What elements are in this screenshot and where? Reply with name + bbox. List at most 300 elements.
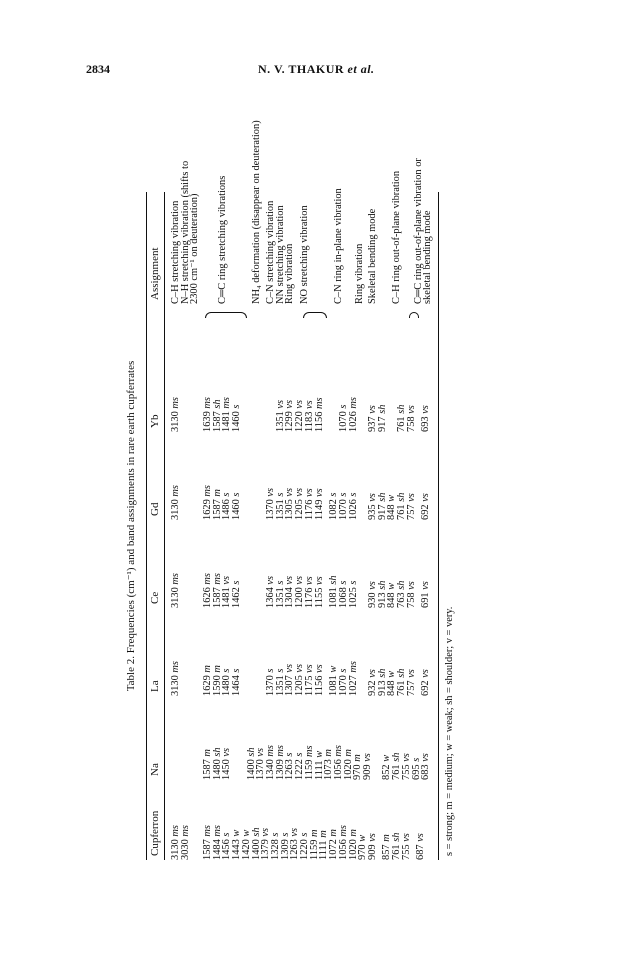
cell-intensity: m [318, 830, 330, 841]
cell-frequency: 1587 [211, 587, 223, 608]
cell-frequency: 687 [415, 844, 427, 860]
table-cell [401, 833, 412, 860]
group-brace [303, 312, 327, 318]
cell-intensity: vs [294, 399, 306, 412]
assignment-text: N–H stretching vibration (shifts to [179, 160, 191, 304]
table-top-rule [146, 192, 147, 860]
cell-intensity: s [284, 752, 296, 760]
assignment-text: Skeletal bending mode [366, 208, 378, 304]
column-header-na: Na [149, 763, 161, 776]
cell-frequency: 1263 [284, 759, 296, 780]
cell-frequency: 3130 [170, 411, 181, 432]
cell-intensity: m [347, 829, 359, 840]
cell-intensity: ms [274, 745, 286, 760]
cell-frequency: 1307 [284, 675, 296, 696]
cell-frequency: 3130 [170, 499, 181, 520]
cell-frequency: 1464 [231, 675, 243, 696]
cell-frequency: 1020 [342, 759, 354, 780]
cell-frequency: 1263 [289, 839, 301, 860]
cell-intensity: s [269, 832, 281, 840]
group-brace [205, 312, 247, 318]
cell-frequency: 763 [396, 592, 407, 608]
cell-intensity: vs [265, 487, 277, 500]
cell-frequency: 1183 [303, 411, 315, 432]
cell-intensity: vs [221, 575, 233, 588]
cell-intensity: ms [202, 573, 213, 588]
cell-frequency: 1149 [313, 499, 325, 520]
table-cell [170, 661, 181, 696]
cell-frequency: 1481 [221, 587, 233, 608]
cell-frequency: 761 [391, 764, 403, 780]
cell-intensity: ms [265, 745, 277, 760]
cell-intensity: sh [211, 747, 223, 760]
cell-intensity: s [347, 492, 359, 500]
cell-frequency: 1070 [337, 411, 349, 432]
cell-intensity: ms [221, 397, 233, 412]
cell-frequency: 1159 [303, 759, 315, 780]
cell-frequency: 1304 [284, 587, 296, 608]
cell-intensity: ms [170, 661, 181, 676]
cell-intensity: sh [245, 747, 257, 760]
cell-intensity: s [221, 668, 233, 676]
table-cell [170, 397, 181, 432]
cell-frequency: 1309 [279, 839, 291, 860]
cell-intensity: s [221, 492, 233, 500]
cell-intensity: m [202, 749, 213, 760]
cell-frequency: 1081 [328, 587, 340, 608]
table-cell [231, 581, 242, 608]
cell-frequency: 1159 [308, 839, 320, 860]
cell-intensity: w [328, 665, 340, 676]
cell-frequency: 1590 [211, 675, 223, 696]
table-cell [348, 581, 359, 608]
cell-frequency: 1027 [347, 675, 359, 696]
cell-frequency: 692 [420, 504, 432, 520]
cell-intensity: ms [170, 397, 181, 412]
cell-intensity: vs [405, 405, 417, 417]
cell-intensity: s [337, 404, 349, 412]
cell-intensity: s [337, 580, 349, 588]
cell-frequency: 1309 [274, 759, 286, 780]
cell-intensity: vs [274, 399, 286, 412]
cell-frequency: 930 [366, 592, 378, 608]
cell-intensity: s [337, 668, 349, 676]
cell-frequency: 1200 [294, 587, 306, 608]
cell-intensity: w [386, 670, 398, 681]
cell-frequency: 1205 [294, 499, 306, 520]
cell-intensity: ms [179, 825, 191, 840]
cell-frequency: 1351 [274, 499, 286, 520]
cell-intensity: vs [362, 753, 374, 765]
cell-intensity: vs [294, 487, 306, 500]
cell-frequency: 692 [420, 680, 432, 696]
cell-frequency: 848 [386, 592, 398, 608]
cell-frequency: 695 [410, 764, 422, 780]
cell-frequency: 848 [386, 680, 398, 696]
column-header-ce: Ce [149, 591, 161, 604]
cell-intensity: sh [396, 580, 407, 593]
cell-intensity: vs [405, 493, 417, 505]
cell-frequency: 1460 [231, 411, 243, 432]
cell-frequency: 761 [391, 844, 403, 860]
cell-intensity: sh [376, 580, 388, 593]
cell-frequency: 1460 [231, 499, 243, 520]
table-cell [406, 493, 417, 520]
cell-intensity: vs [400, 753, 412, 765]
table-cell [406, 405, 417, 432]
cell-frequency: 1400 [245, 759, 257, 780]
cell-intensity: ms [337, 825, 349, 840]
cell-intensity: sh [396, 492, 407, 505]
cell-frequency: 1056 [332, 759, 344, 780]
rotated-table [125, 120, 466, 860]
cell-frequency: 1639 [202, 411, 213, 432]
cell-intensity: m [328, 829, 340, 840]
cell-intensity: s [265, 668, 277, 676]
cell-intensity: s [337, 492, 349, 500]
cell-frequency: 857 [381, 844, 393, 860]
cell-intensity: vs [313, 488, 325, 500]
cell-intensity: s [221, 832, 233, 840]
cell-frequency: 1629 [202, 675, 213, 696]
cell-intensity: vs [366, 669, 378, 681]
cell-frequency: 1379 [260, 839, 272, 860]
assignment-text: NO stretching vibration [299, 205, 310, 304]
cell-intensity: vs [366, 833, 378, 845]
cell-intensity: vs [303, 664, 315, 676]
cell-intensity: vs [221, 747, 233, 760]
cell-intensity: vs [284, 399, 296, 412]
table-cell [420, 493, 431, 520]
cell-frequency: 3130 [170, 587, 181, 608]
table-cell [420, 669, 431, 696]
column-header-cupferron: Cupferron [149, 810, 161, 856]
cell-intensity: ms [170, 573, 181, 588]
cell-intensity: vs [420, 669, 432, 681]
cell-frequency: 1056 [337, 839, 349, 860]
cell-intensity: vs [284, 487, 296, 500]
table-cell [348, 397, 359, 432]
cell-intensity: sh [376, 668, 388, 681]
cell-intensity: vs [284, 575, 296, 588]
cell-frequency: 1176 [303, 499, 315, 520]
cell-intensity: m [381, 834, 393, 845]
column-header-assignment: Assignment [149, 247, 161, 300]
cell-intensity: s [231, 580, 243, 588]
cell-intensity: s [231, 492, 243, 500]
cell-frequency: 1484 [211, 839, 223, 860]
cell-intensity: s [279, 832, 291, 840]
cell-frequency: 909 [362, 764, 374, 780]
table-cell [406, 581, 417, 608]
assignment-text: C–H ring out-of-plane vibration [391, 170, 403, 304]
cell-intensity: vs [313, 576, 325, 588]
cell-intensity: w [386, 494, 398, 505]
cell-frequency: 1026 [347, 411, 359, 432]
cell-frequency: 755 [400, 764, 412, 780]
cell-frequency: 1462 [231, 587, 243, 608]
cell-intensity: w [313, 750, 325, 761]
column-header-gd: Gd [149, 502, 161, 516]
cell-frequency: 1175 [303, 675, 315, 696]
table-cell [231, 493, 242, 520]
running-head-author: N. V. THAKUR [258, 62, 345, 76]
cell-frequency: 1305 [284, 499, 296, 520]
cell-frequency: 1420 [240, 839, 252, 860]
cell-intensity: vs [420, 493, 432, 505]
cell-intensity: vs [255, 747, 267, 760]
cell-intensity: sh [211, 399, 223, 412]
cell-frequency: 1068 [337, 587, 349, 608]
cell-intensity: ms [170, 485, 181, 500]
cell-frequency: 1299 [284, 411, 296, 432]
cell-frequency: 758 [405, 416, 417, 432]
cell-frequency: 1370 [255, 759, 267, 780]
cell-intensity: ms [313, 397, 325, 412]
table-cell [415, 833, 426, 860]
cell-frequency: 1082 [328, 499, 340, 520]
cell-intensity: s [274, 580, 286, 588]
cell-intensity: sh [396, 668, 407, 681]
cell-intensity: m [211, 489, 223, 500]
cell-intensity: m [202, 665, 213, 676]
cell-intensity: w [381, 754, 393, 765]
cell-intensity: vs [420, 581, 432, 593]
cell-intensity: vs [366, 581, 378, 593]
cell-frequency: 1587 [211, 411, 223, 432]
cell-frequency: 1587 [211, 499, 223, 520]
cell-intensity: s [347, 580, 359, 588]
cell-frequency: 761 [396, 416, 407, 432]
cell-frequency: 1486 [221, 499, 233, 520]
table-cell [231, 669, 242, 696]
cell-frequency: 1176 [303, 587, 315, 608]
cell-intensity: vs [405, 669, 417, 681]
table-cell [420, 581, 431, 608]
cell-frequency: 757 [405, 504, 417, 520]
cell-intensity: m [308, 829, 320, 840]
cell-frequency: 1072 [328, 839, 340, 860]
cell-intensity: sh [396, 404, 407, 417]
assignment-text: C═C ring out-of-plane vibration or [412, 158, 424, 304]
assignment-text: C–N stretching vibration [265, 200, 277, 304]
cell-frequency: 1155 [313, 587, 325, 608]
cell-intensity: ms [347, 661, 359, 676]
cell-intensity: m [352, 754, 364, 765]
cell-frequency: 1400 [250, 839, 262, 860]
cell-intensity: vs [420, 753, 432, 765]
cell-intensity: ms [332, 745, 344, 760]
cell-intensity: vs [366, 493, 378, 505]
cell-frequency: 1370 [265, 499, 277, 520]
cell-intensity: m [342, 749, 354, 760]
cell-intensity: s [299, 832, 310, 840]
cell-intensity: vs [284, 663, 296, 676]
cell-frequency: 1220 [299, 839, 310, 860]
table-cell [231, 405, 242, 432]
cell-intensity: s [294, 752, 306, 760]
cell-frequency: 852 [381, 764, 393, 780]
cell-intensity: sh [376, 404, 388, 417]
cell-frequency: 1156 [313, 411, 325, 432]
cell-frequency: 761 [396, 504, 407, 520]
cell-frequency: 932 [366, 680, 378, 696]
table-cell [314, 397, 325, 432]
cell-intensity: m [211, 665, 223, 676]
table-cell [406, 669, 417, 696]
table-bottom-rule [438, 192, 439, 860]
table-cell [377, 405, 388, 432]
cell-intensity: vs [366, 405, 378, 417]
cell-frequency: 1081 [328, 675, 340, 696]
table-cell [367, 833, 378, 860]
table-cell [362, 753, 373, 780]
table-cell [348, 661, 359, 696]
cell-frequency: 1629 [202, 499, 213, 520]
cell-frequency: 1370 [265, 675, 277, 696]
table-cell [314, 488, 325, 520]
cell-frequency: 1626 [202, 587, 213, 608]
cell-frequency: 1220 [294, 411, 306, 432]
column-header-la: La [149, 680, 161, 692]
cell-frequency: 1587 [202, 759, 213, 780]
cell-intensity: ms [202, 397, 213, 412]
cell-frequency: 848 [386, 504, 398, 520]
cell-frequency: 691 [420, 592, 432, 608]
cell-intensity: vs [303, 488, 315, 500]
cell-frequency: 1351 [274, 411, 286, 432]
cell-frequency: 1205 [294, 675, 306, 696]
cell-intensity: ms [303, 745, 315, 760]
cell-intensity: ms [211, 825, 223, 840]
cell-intensity: ms [211, 573, 223, 588]
table-caption: Table 2. Frequencies (cm⁻¹) and band assignments in rare earth cupferrates [125, 360, 137, 692]
cell-intensity: sh [328, 575, 340, 588]
cell-frequency: 1443 [231, 839, 243, 860]
cell-frequency: 1480 [221, 675, 233, 696]
cell-frequency: 758 [405, 592, 417, 608]
cell-intensity: vs [289, 827, 301, 840]
cell-frequency: 917 [376, 416, 388, 432]
cell-intensity: w [357, 834, 369, 845]
cell-intensity: vs [313, 664, 325, 676]
cell-frequency: 937 [366, 416, 378, 432]
table-cell [170, 573, 181, 608]
table-cell [221, 748, 232, 780]
cell-intensity: sh [376, 492, 388, 505]
cell-frequency: 1364 [265, 587, 277, 608]
cell-frequency: 1070 [337, 675, 349, 696]
cell-intensity: s [231, 404, 243, 412]
cell-frequency: 1351 [274, 675, 286, 696]
cell-intensity: s [410, 757, 422, 765]
cell-frequency: 917 [376, 504, 388, 520]
cell-frequency: 1351 [274, 587, 286, 608]
assignment-text: NH₄ deformation (disappear on deuteration) [250, 120, 262, 304]
table-cell [314, 664, 325, 696]
cell-intensity: w [240, 829, 252, 840]
column-header-yb: Yb [149, 414, 161, 428]
assignment-text: Ring vibration [354, 243, 366, 304]
cell-frequency: 935 [366, 504, 378, 520]
cell-intensity: s [274, 492, 286, 500]
cell-frequency: 1480 [211, 759, 223, 780]
cell-frequency: 1481 [221, 411, 233, 432]
cell-frequency: 913 [376, 592, 388, 608]
cell-intensity: vs [303, 576, 315, 588]
table-footnote: s = strong; m = medium; w = weak; sh = shoulder; v = very. [444, 606, 455, 856]
cell-intensity: sh [250, 827, 262, 840]
cell-frequency: 1073 [323, 759, 335, 780]
cell-frequency: 3030 [179, 839, 191, 860]
cell-frequency: 909 [366, 844, 378, 860]
running-head-etal: et al. [347, 62, 375, 76]
group-brace [409, 312, 419, 318]
cell-frequency: 755 [400, 844, 412, 860]
cell-intensity: ms [202, 485, 213, 500]
running-head [258, 62, 375, 77]
cell-intensity: ms [170, 825, 181, 840]
cell-intensity: w [386, 582, 398, 593]
cell-frequency: 1111 [313, 760, 325, 780]
cell-frequency: 1020 [347, 839, 359, 860]
assignment-text: 2300 cm⁻¹ on deuteration) [189, 193, 201, 304]
cell-frequency: 1450 [221, 759, 233, 780]
cell-frequency: 683 [420, 764, 432, 780]
cell-intensity: vs [265, 575, 277, 588]
cell-frequency: 761 [396, 680, 407, 696]
cell-frequency: 1222 [294, 759, 306, 780]
assignment-text: NN stretching vibration [274, 205, 286, 304]
cell-intensity: vs [303, 400, 315, 412]
cell-frequency: 1587 [202, 839, 213, 860]
table-cell [420, 405, 431, 432]
table-header-rule [164, 192, 165, 860]
cell-frequency: 1156 [313, 675, 325, 696]
cell-intensity: vs [294, 575, 306, 588]
table-cell [348, 493, 359, 520]
cell-intensity: w [231, 829, 243, 840]
cell-frequency: 970 [357, 844, 369, 860]
cell-frequency: 757 [405, 680, 417, 696]
page-number: 2834 [86, 62, 110, 76]
cell-frequency: 1111 [318, 840, 330, 860]
cell-intensity: s [274, 668, 286, 676]
assignment-text: C–N ring in-plane vibration [332, 188, 344, 304]
cell-intensity: sh [391, 832, 403, 845]
cell-frequency: 1025 [347, 587, 359, 608]
cell-intensity: vs [420, 405, 432, 417]
cell-frequency: 1340 [265, 759, 277, 780]
cell-frequency: 1328 [269, 839, 281, 860]
assignment-text: C═C ring stretching vibrations [216, 175, 228, 304]
cell-frequency: 1456 [221, 839, 233, 860]
cell-intensity: m [323, 749, 335, 760]
assignment-text: skeletal bending mode [422, 210, 434, 304]
cell-frequency: 913 [376, 680, 388, 696]
assignment-text: Ring vibration [284, 243, 296, 304]
cell-intensity: vs [294, 663, 306, 676]
table-cell [420, 753, 431, 780]
cell-intensity: ms [347, 397, 359, 412]
table-cell [314, 576, 325, 608]
assignment-text: C–H stretching vibration [170, 200, 181, 304]
cell-frequency: 1026 [347, 499, 359, 520]
cell-frequency: 1070 [337, 499, 349, 520]
cell-frequency: 3130 [170, 839, 181, 860]
cell-intensity: s [328, 492, 340, 500]
cell-intensity: vs [260, 827, 272, 840]
